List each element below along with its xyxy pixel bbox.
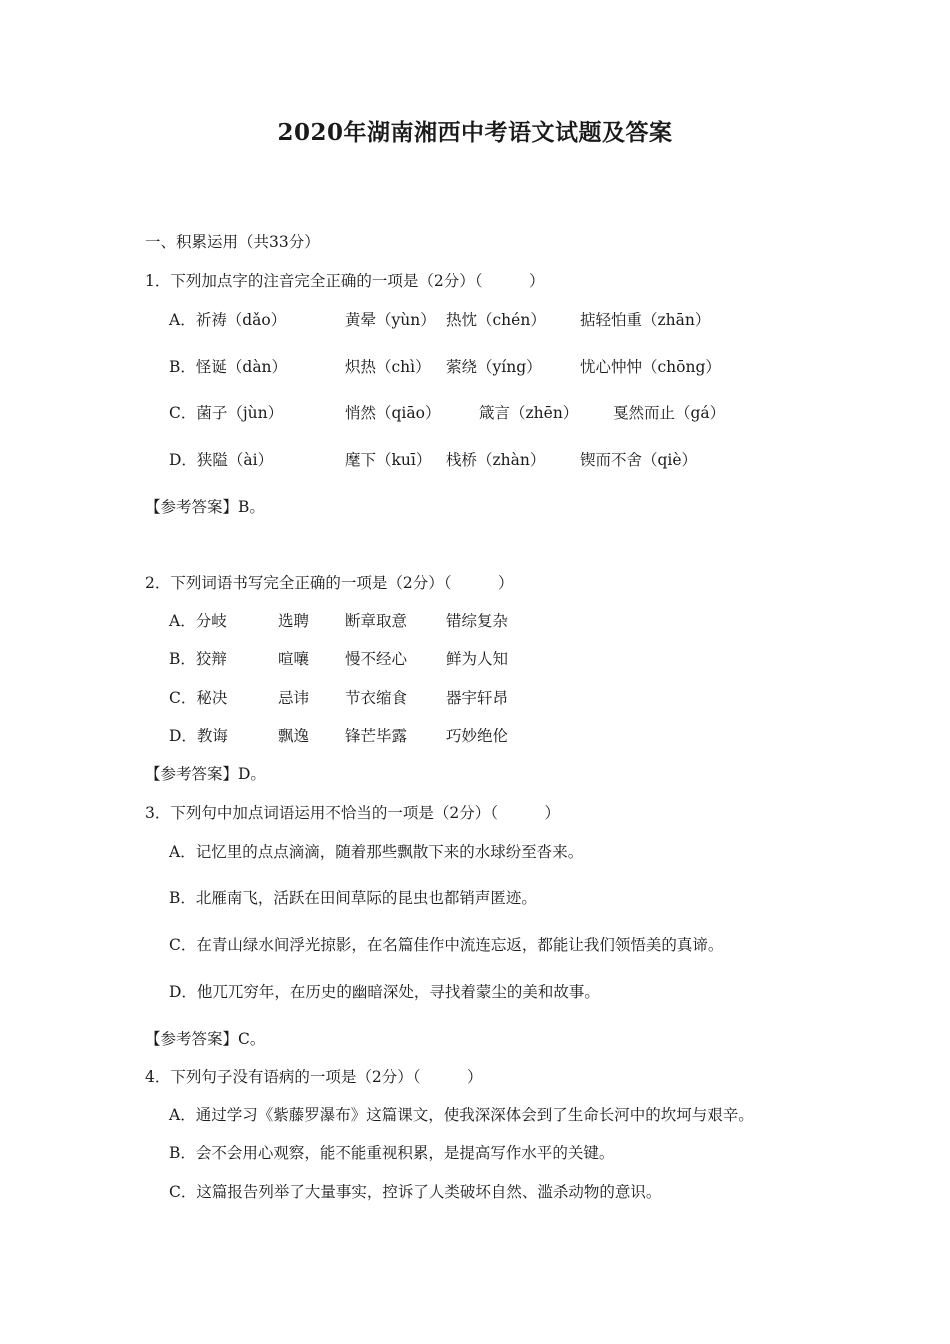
q1-option-a-word1: A．祈祷（dǎo）	[169, 311, 287, 329]
q2-option-c-word4: 器宇轩昂	[446, 689, 509, 707]
q1-option-b-word1: B．怪诞（dàn）	[169, 358, 288, 376]
q1-option-c-word4: 戛然而止（gá）	[613, 404, 726, 422]
q3-option-c: C．在青山绿水间浮光掠影，在名篇佳作中流连忘返，都能让我们领悟美的真谛。	[169, 936, 724, 954]
section-heading: 一、积累运用（共33分）	[145, 233, 320, 251]
q3-option-d: D．他兀兀穷年，在历史的幽暗深处，寻找着蒙尘的美和故事。	[169, 983, 600, 1001]
q2-option-b-word2: 喧嚷	[278, 650, 310, 668]
q3-option-a: A．记忆里的点点滴滴，随着那些飘散下来的水球纷至沓来。	[169, 843, 584, 861]
q2-option-a-word3: 断章取意	[345, 612, 408, 630]
q1-option-d-word4: 锲而不舍（qiè）	[580, 451, 698, 469]
q1-option-a-word2: 黄晕（yùn）	[345, 311, 436, 329]
q2-answer: 【参考答案】D。	[145, 765, 266, 783]
q1-option-a-word3: 热忱（chén）	[446, 311, 546, 329]
question-3-stem: 3．下列句中加点词语运用不恰当的一项是（2分）（ ）	[145, 804, 560, 822]
q2-option-a-word2: 选聘	[278, 612, 310, 630]
q2-option-d-word4: 巧妙绝伦	[446, 727, 509, 745]
q1-answer: 【参考答案】B。	[145, 498, 265, 516]
q1-option-c-word1: C．菌子（jùn）	[169, 404, 284, 422]
q2-option-c-word1: C．秘决	[169, 689, 228, 707]
q1-option-d-word2: 麾下（kuī）	[345, 451, 432, 469]
question-4-stem: 4．下列句子没有语病的一项是（2分）（ ）	[145, 1068, 483, 1086]
q1-option-b-word3: 萦绕（yíng）	[446, 358, 542, 376]
q2-option-d-word3: 锋芒毕露	[345, 727, 408, 745]
page-title: 2020年湖南湘西中考语文试题及答案	[277, 119, 673, 146]
q2-option-a-word1: A．分岐	[169, 612, 227, 630]
q4-option-c: C．这篇报告列举了大量事实，控诉了人类破坏自然、滥杀动物的意识。	[169, 1183, 662, 1201]
question-1-stem: 1．下列加点字的注音完全正确的一项是（2分）（ ）	[145, 272, 545, 290]
q2-option-c-word2: 忌讳	[278, 689, 310, 707]
q4-option-a: A．通过学习《紫藤罗瀑布》这篇课文，使我深深体会到了生命长河中的坎坷与艰辛。	[169, 1106, 754, 1124]
q2-option-c-word3: 节衣缩食	[345, 689, 408, 707]
question-2-stem: 2．下列词语书写完全正确的一项是（2分）（ ）	[145, 574, 514, 592]
q2-option-b-word3: 慢不经心	[345, 650, 408, 668]
q3-answer: 【参考答案】C。	[145, 1030, 266, 1048]
q2-option-d-word2: 飘逸	[278, 727, 310, 745]
q1-option-d-word1: D．狭隘（ài）	[169, 451, 274, 469]
q1-option-c-word3: 箴言（zhēn）	[479, 404, 579, 422]
q1-option-c-word2: 悄然（qiāo）	[345, 404, 441, 422]
q1-option-d-word3: 栈桥（zhàn）	[446, 451, 546, 469]
q1-option-a-word4: 掂轻怕重（zhān）	[580, 311, 711, 329]
q1-option-b-word2: 炽热（chì）	[345, 358, 431, 376]
q3-option-b: B．北雁南飞，活跃在田间草际的昆虫也都销声匿迹。	[169, 889, 537, 907]
q2-option-d-word1: D．教诲	[169, 727, 228, 745]
q2-option-a-word4: 错综复杂	[446, 612, 509, 630]
q2-option-b-word1: B．狡辩	[169, 650, 227, 668]
q1-option-b-word4: 忧心忡忡（chōng）	[580, 358, 721, 376]
q2-option-b-word4: 鲜为人知	[446, 650, 509, 668]
q4-option-b: B．会不会用心观察，能不能重视积累，是提高写作水平的关键。	[169, 1144, 615, 1162]
